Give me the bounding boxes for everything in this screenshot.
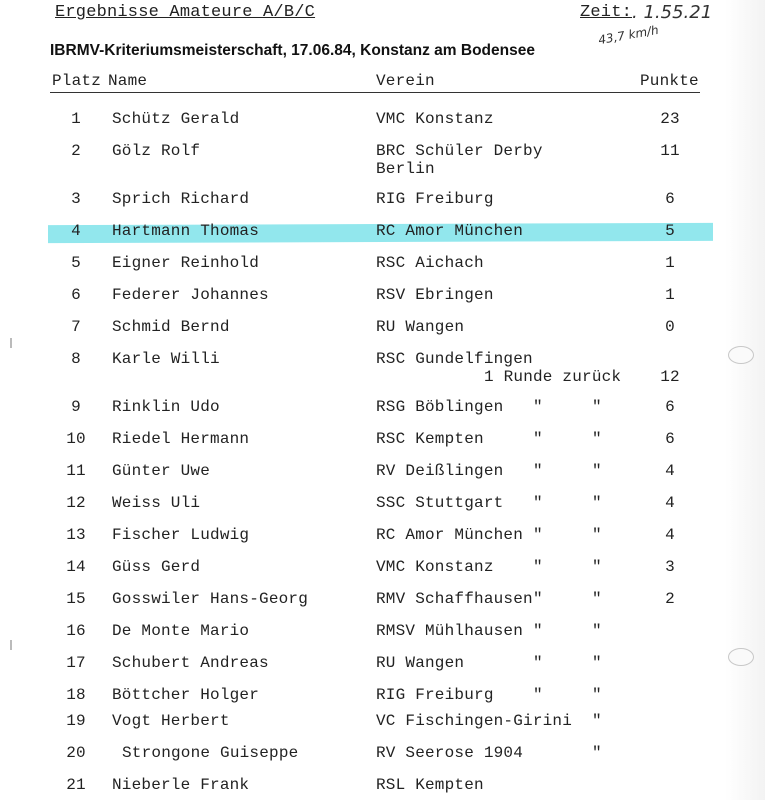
punkte-cell: 6 <box>665 430 675 448</box>
platz-cell: 21 <box>66 776 86 794</box>
platz-cell: 4 <box>71 222 81 240</box>
table-row <box>0 350 765 386</box>
table-row <box>0 776 765 798</box>
ditto-mark: " <box>533 494 543 512</box>
ditto-mark: " <box>592 462 602 480</box>
punch-hole-upper <box>728 346 754 364</box>
name-cell: Böttcher Holger <box>112 686 260 704</box>
ditto-mark: " <box>533 654 543 672</box>
platz-cell: 14 <box>66 558 86 576</box>
platz-cell: 16 <box>66 622 86 640</box>
table-row <box>0 744 765 766</box>
punkte-cell: 11 <box>660 142 680 160</box>
platz-cell: 10 <box>66 430 86 448</box>
name-cell: Nieberle Frank <box>112 776 250 794</box>
table-row <box>0 686 765 708</box>
zeit-value-handwritten: . 1.55.21 <box>632 2 713 23</box>
verein-cell: RSG Böblingen <box>376 398 504 416</box>
header-underline <box>50 92 700 93</box>
ditto-mark: " <box>533 686 543 704</box>
name-cell: Sprich Richard <box>112 190 250 208</box>
verein-cell: RV Deißlingen <box>376 462 504 480</box>
platz-cell: 19 <box>66 712 86 730</box>
ditto-mark: " <box>533 430 543 448</box>
verein-cell: SSC Stuttgart <box>376 494 504 512</box>
ditto-mark: " <box>592 398 602 416</box>
punkte-cell: 0 <box>665 318 675 336</box>
verein-cell-line2: Berlin <box>376 160 435 178</box>
table-row <box>0 526 765 548</box>
name-cell: Schmid Bernd <box>112 318 230 336</box>
platz-cell: 18 <box>66 686 86 704</box>
punkte-cell: 6 <box>665 398 675 416</box>
ditto-mark: " <box>592 654 602 672</box>
platz-cell: 20 <box>66 744 86 762</box>
verein-cell: RU Wangen <box>376 318 465 336</box>
table-row <box>0 398 765 420</box>
ditto-mark: " <box>592 430 602 448</box>
name-cell: Weiss Uli <box>112 494 201 512</box>
name-cell: Eigner Reinhold <box>112 254 260 272</box>
ditto-mark: " <box>592 622 602 640</box>
ditto-mark: " <box>592 712 602 730</box>
verein-cell: RC Amor München <box>376 222 524 240</box>
table-row <box>0 222 765 244</box>
platz-cell: 11 <box>66 462 86 480</box>
ditto-mark: " <box>592 744 602 762</box>
name-cell: Hartmann Thomas <box>112 222 260 240</box>
verein-cell: VC Fischingen-Girini <box>376 712 573 730</box>
table-row <box>0 142 765 178</box>
punkte-cell: 4 <box>665 526 675 544</box>
verein-cell: RIG Freiburg <box>376 190 494 208</box>
table-row <box>0 286 765 308</box>
verein-cell: VMC Konstanz <box>376 110 494 128</box>
column-header-punkte: Punkte <box>640 72 699 90</box>
margin-mark-upper <box>10 338 12 348</box>
punkte-cell: 2 <box>665 590 675 608</box>
platz-cell: 13 <box>66 526 86 544</box>
name-cell: Riedel Hermann <box>112 430 250 448</box>
table-row <box>0 712 765 734</box>
ditto-mark: " <box>533 590 543 608</box>
punkte-cell: 6 <box>665 190 675 208</box>
verein-cell: RU Wangen <box>376 654 465 672</box>
platz-cell: 1 <box>71 110 81 128</box>
ditto-mark: " <box>592 494 602 512</box>
name-cell: Strongone Guiseppe <box>122 744 299 762</box>
name-cell: Gölz Rolf <box>112 142 201 160</box>
table-row <box>0 558 765 580</box>
speed-note-handwritten: 43,7 km/h <box>597 22 660 48</box>
platz-cell: 9 <box>71 398 81 416</box>
platz-cell: 3 <box>71 190 81 208</box>
table-row <box>0 430 765 452</box>
verein-cell: BRC Schüler Derby <box>376 142 543 160</box>
table-row <box>0 590 765 612</box>
name-cell: Schütz Gerald <box>112 110 240 128</box>
ditto-mark: " <box>592 590 602 608</box>
margin-mark-lower <box>10 640 12 650</box>
name-cell: Fischer Ludwig <box>112 526 250 544</box>
column-header-verein: Verein <box>376 72 435 90</box>
verein-cell: RC Amor München <box>376 526 524 544</box>
punkte-cell: 3 <box>665 558 675 576</box>
platz-cell: 12 <box>66 494 86 512</box>
verein-cell: RSV Ebringen <box>376 286 494 304</box>
table-row <box>0 254 765 276</box>
zeit-label: Zeit: <box>580 3 633 22</box>
document-title: Ergebnisse Amateure A/B/C <box>55 3 316 22</box>
lap-note: 1 Runde zurück <box>484 368 622 386</box>
table-row <box>0 110 765 132</box>
name-cell: Vogt Herbert <box>112 712 230 730</box>
table-row <box>0 318 765 340</box>
verein-cell: RSC Kempten <box>376 430 484 448</box>
table-row <box>0 190 765 212</box>
ditto-mark: " <box>533 526 543 544</box>
verein-cell: RIG Freiburg <box>376 686 494 704</box>
punkte-cell: 12 <box>660 368 680 386</box>
name-cell: Gosswiler Hans-Georg <box>112 590 309 608</box>
verein-cell: RSC Gundelfingen <box>376 350 533 368</box>
punkte-cell: 23 <box>660 110 680 128</box>
name-cell: Rinklin Udo <box>112 398 220 416</box>
platz-cell: 8 <box>71 350 81 368</box>
race-title: IBRMV-Kriteriumsmeisterschaft, 17.06.84, Konstanz am Bodensee <box>50 42 535 59</box>
table-row <box>0 494 765 516</box>
name-cell: Karle Willi <box>112 350 220 368</box>
verein-cell: RMV Schaffhausen <box>376 590 533 608</box>
table-row <box>0 654 765 676</box>
name-cell: Federer Johannes <box>112 286 269 304</box>
verein-cell: VMC Konstanz <box>376 558 494 576</box>
ditto-mark: " <box>592 686 602 704</box>
ditto-mark: " <box>533 558 543 576</box>
verein-cell: RSL Kempten <box>376 776 484 794</box>
ditto-mark: " <box>533 398 543 416</box>
verein-cell: RV Seerose 1904 <box>376 744 524 762</box>
ditto-mark: " <box>533 622 543 640</box>
name-cell: Günter Uwe <box>112 462 211 480</box>
punkte-cell: 4 <box>665 462 675 480</box>
platz-cell: 7 <box>71 318 81 336</box>
ditto-mark: " <box>592 558 602 576</box>
platz-cell: 6 <box>71 286 81 304</box>
platz-cell: 2 <box>71 142 81 160</box>
platz-cell: 5 <box>71 254 81 272</box>
column-header-platz: Platz <box>52 72 102 90</box>
ditto-mark: " <box>533 462 543 480</box>
verein-cell: RSC Aichach <box>376 254 484 272</box>
punkte-cell: 1 <box>665 286 675 304</box>
column-header-name: Name <box>108 72 148 90</box>
punkte-cell: 5 <box>665 222 675 240</box>
punkte-cell: 1 <box>665 254 675 272</box>
verein-cell: RMSV Mühlhausen <box>376 622 524 640</box>
punch-hole-lower <box>728 648 754 666</box>
table-row <box>0 622 765 644</box>
ditto-mark: " <box>592 526 602 544</box>
name-cell: Schubert Andreas <box>112 654 269 672</box>
name-cell: De Monte Mario <box>112 622 250 640</box>
name-cell: Güss Gerd <box>112 558 201 576</box>
platz-cell: 15 <box>66 590 86 608</box>
platz-cell: 17 <box>66 654 86 672</box>
punkte-cell: 4 <box>665 494 675 512</box>
table-row <box>0 462 765 484</box>
